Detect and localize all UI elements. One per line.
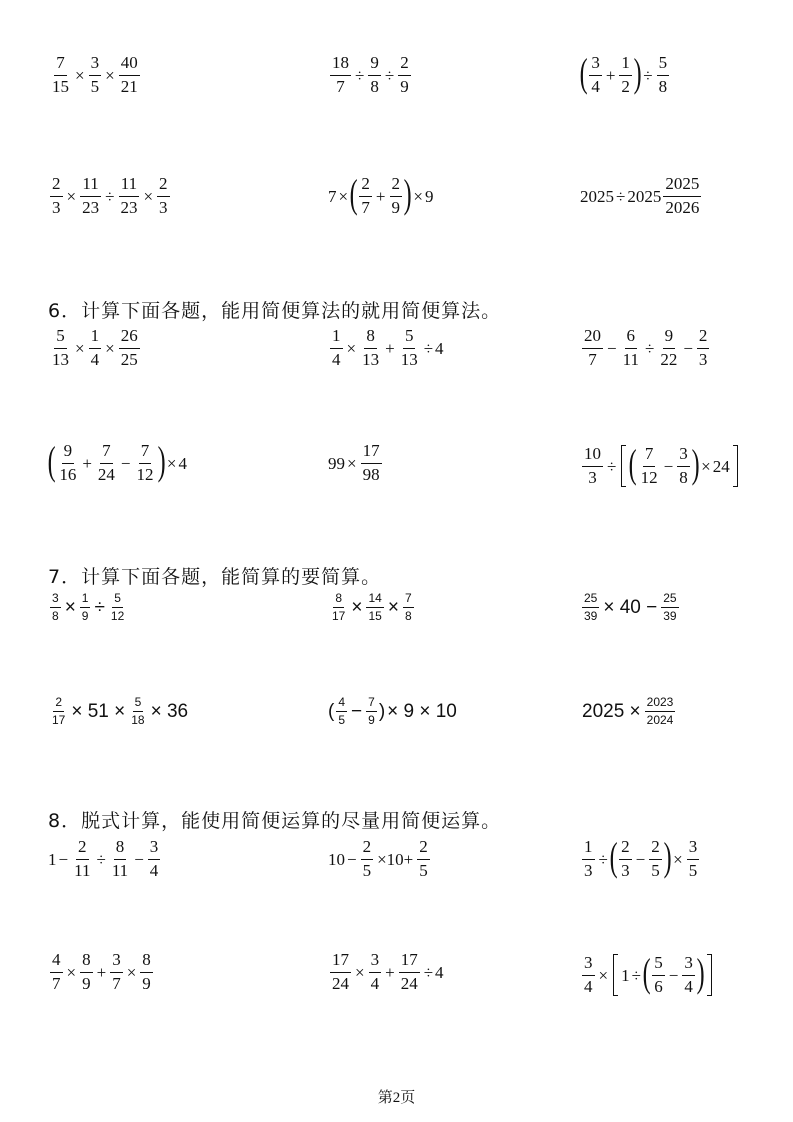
fraction: $\frac{3}{5}$ — [688, 837, 698, 880]
s6-expression-r1-a: $\frac{5}{13}$ × $\frac{1}{4}$ × $\frac{26}{25}$ — [52, 326, 138, 369]
fraction: $\frac{2}{5}$ — [651, 837, 660, 880]
fraction: $\frac{1}{4}$ — [332, 326, 341, 369]
section-8-title: 8．脱式计算，能使用简便运算的尽量用简便运算。 — [48, 810, 502, 832]
right-paren: ) — [691, 441, 700, 487]
fraction: $\frac{4}{7}$ — [52, 950, 61, 993]
fraction: $\frac{8}{9}$ — [82, 950, 91, 993]
fraction: $\frac{5}{13}$ — [400, 326, 418, 369]
fraction: $\frac{8}{9}$ — [142, 950, 151, 993]
s8-expression-r2-c: $\frac{3}{4}$ × 1 ÷ ( $\frac{5}{6}$ − $\frac{3}{4}$ ) — [580, 951, 715, 999]
s8-expression-r1-b: 10 − $\frac{2}{5}$ ×10+ $\frac{2}{5}$ — [328, 837, 428, 880]
expression-r1-a: $\frac{7}{15}$ × $\frac{3}{5}$ × $\frac{40}{21}$ — [52, 53, 138, 96]
left-paren: ( — [328, 701, 335, 723]
fraction: $\frac{2}{9}$ — [400, 53, 409, 96]
fraction: $\frac{7}{12}$ — [136, 441, 154, 484]
s7-expression-r1-b: $\frac{8}{17}$ × $\frac{14}{15}$ × $\frac{7}{8}$ — [332, 591, 412, 624]
expression-r2-a: $\frac{2}{3}$ × $\frac{11}{23}$ ÷ $\frac{11}{23}$ × $\frac{2}{3}$ — [52, 174, 168, 217]
s8-expression-r1-c: $\frac{1}{3}$ ÷ ( $\frac{2}{3}$ − $\frac{2}{5}$ ) × $\frac{3}{5}$ — [584, 834, 698, 880]
fraction: $\frac{2025}{2026}$ — [665, 174, 700, 217]
fraction: $\frac{7}{24}$ — [97, 441, 115, 484]
right-paren: ) — [663, 834, 672, 880]
fraction: $\frac{8}{17}$ — [332, 591, 346, 624]
fraction: $\frac{26}{25}$ — [120, 326, 138, 369]
fraction: $\frac{17}{98}$ — [362, 441, 380, 484]
page-number: 第2页 — [377, 1090, 416, 1106]
bracket-group: 1 ÷ ( $\frac{5}{6}$ − $\frac{3}{4}$ ) — [610, 951, 715, 999]
fraction: $\frac{2}{3}$ — [621, 837, 630, 880]
fraction: $\frac{5}{18}$ — [131, 695, 145, 728]
s6-expression-r2-a: ( $\frac{9}{16}$ + $\frac{7}{24}$ − $\frac{7}{12}$ ) × 4 — [47, 438, 187, 484]
fraction: $\frac{1}{3}$ — [584, 837, 593, 880]
fraction: $\frac{2}{7}$ — [361, 174, 370, 217]
s8-expression-r2-a: $\frac{4}{7}$ × $\frac{8}{9}$ + $\frac{3}{7}$ × $\frac{8}{9}$ — [52, 950, 151, 993]
fraction: $\frac{3}{4}$ — [584, 953, 593, 996]
s7-expression-r1-c: $\frac{25}{39}$ × 40 − $\frac{25}{39}$ — [584, 591, 677, 624]
bracket-group: ( $\frac{7}{12}$ − $\frac{3}{8}$ ) × 24 — [618, 442, 740, 490]
s7-expression-r2-b: ( $\frac{4}{5}$ − $\frac{7}{9}$ ) × 9 × 10 — [328, 695, 457, 728]
right-bracket — [707, 954, 712, 996]
fraction: $\frac{17}{24}$ — [400, 950, 418, 993]
section-6-title: 6．计算下面各题，能用简便算法的就用简便算法。 — [48, 300, 502, 322]
fraction: $\frac{2}{3}$ — [52, 174, 61, 217]
fraction: $\frac{18}{7}$ — [332, 53, 349, 96]
right-paren: ) — [696, 950, 705, 996]
fraction: $\frac{2}{17}$ — [52, 695, 66, 728]
fraction: $\frac{10}{3}$ — [584, 444, 601, 487]
fraction: $\frac{3}{4}$ — [591, 53, 600, 96]
fraction: $\frac{2}{3}$ — [159, 174, 168, 217]
fraction: $\frac{20}{7}$ — [584, 326, 601, 369]
fraction: $\frac{7}{8}$ — [404, 591, 412, 624]
fraction: $\frac{40}{21}$ — [120, 53, 138, 96]
left-paren: ( — [579, 50, 588, 96]
fraction: $\frac{11}{23}$ — [120, 174, 138, 217]
fraction: $\frac{2}{5}$ — [362, 837, 372, 880]
fraction: $\frac{3}{4}$ — [684, 953, 693, 996]
fraction: $\frac{5}{8}$ — [658, 53, 668, 96]
expression-r2-c: 2025 ÷ 2025 $\frac{2025}{2026}$ — [580, 174, 700, 217]
expression-r2-b: 7 × ( $\frac{2}{7}$ + $\frac{2}{9}$ ) × 9 — [328, 171, 434, 217]
s6-expression-r2-b: 99 × $\frac{17}{98}$ — [328, 441, 380, 484]
s6-expression-r1-c: $\frac{20}{7}$ − $\frac{6}{11}$ ÷ $\frac{9}{22}$ − $\frac{2}{3}$ — [584, 326, 708, 369]
right-paren: ) — [403, 171, 412, 217]
fraction: $\frac{2}{9}$ — [391, 174, 401, 217]
fraction: $\frac{3}{7}$ — [112, 950, 121, 993]
fraction: $\frac{5}{6}$ — [654, 953, 663, 996]
fraction: $\frac{3}{4}$ — [149, 837, 159, 880]
expression-r1-b: $\frac{18}{7}$ ÷ $\frac{9}{8}$ ÷ $\frac{2}{9}$ — [332, 53, 409, 96]
left-bracket — [621, 445, 626, 487]
fraction: $\frac{9}{16}$ — [59, 441, 77, 484]
fraction: $\frac{8}{11}$ — [111, 837, 129, 880]
s7-expression-r2-a: $\frac{2}{17}$ × 51 × $\frac{5}{18}$ × 36 — [52, 695, 189, 728]
fraction: $\frac{3}{8}$ — [679, 444, 688, 487]
fraction: $\frac{11}{23}$ — [82, 174, 100, 217]
right-paren: ) — [157, 438, 166, 484]
right-bracket — [733, 445, 738, 487]
fraction: $\frac{9}{22}$ — [660, 326, 678, 369]
s8-expression-r2-b: $\frac{17}{24}$ × $\frac{3}{4}$ + $\frac{17}{24}$ ÷ 4 — [332, 950, 444, 993]
s7-expression-r2-c: 2025 × $\frac{2023}{2024}$ — [582, 695, 674, 728]
right-paren: ) — [378, 701, 386, 723]
left-paren: ( — [629, 441, 638, 487]
left-paren: ( — [47, 438, 56, 484]
fraction: $\frac{7}{12}$ — [640, 444, 658, 487]
fraction: $\frac{5}{13}$ — [52, 326, 69, 369]
left-paren: ( — [609, 834, 618, 880]
fraction: $\frac{25}{39}$ — [584, 591, 598, 624]
fraction: $\frac{5}{12}$ — [110, 591, 125, 624]
section-7-title: 7．计算下面各题，能简算的要简算。 — [48, 566, 382, 588]
fraction: $\frac{25}{39}$ — [663, 591, 677, 624]
fraction: $\frac{4}{5}$ — [338, 695, 346, 728]
left-bracket — [613, 954, 618, 996]
right-paren: ) — [633, 50, 642, 96]
fraction: $\frac{1}{4}$ — [90, 326, 100, 369]
s7-expression-r1-a: $\frac{3}{8}$ × $\frac{1}{9}$ ÷ $\frac{5}{12}$ — [52, 591, 125, 624]
s6-expression-r1-b: $\frac{1}{4}$ × $\frac{8}{13}$ + $\frac{5}{13}$ ÷ 4 — [332, 326, 444, 369]
fraction: $\frac{3}{8}$ — [52, 591, 59, 624]
fraction: $\frac{9}{8}$ — [370, 53, 379, 96]
fraction: $\frac{3}{4}$ — [370, 950, 380, 993]
fraction: $\frac{8}{13}$ — [362, 326, 380, 369]
fraction: $\frac{7}{15}$ — [52, 53, 69, 96]
fraction: $\frac{1}{2}$ — [621, 53, 630, 96]
fraction: $\frac{2023}{2024}$ — [646, 695, 674, 728]
fraction: $\frac{14}{15}$ — [368, 591, 382, 624]
fraction: $\frac{3}{5}$ — [90, 53, 100, 96]
s8-expression-r1-a: 1 − $\frac{2}{11}$ ÷ $\frac{8}{11}$ − $\frac{3}{4}$ — [48, 837, 159, 880]
fraction: $\frac{2}{3}$ — [698, 326, 708, 369]
s6-expression-r2-c: $\frac{10}{3}$ ÷ ( $\frac{7}{12}$ − $\frac{3}{8}$ ) × 24 — [580, 442, 741, 490]
left-paren: ( — [349, 171, 358, 217]
expression-r1-c: ( $\frac{3}{4}$ + $\frac{1}{2}$ ) ÷ $\frac{5}{8}$ — [579, 50, 668, 96]
fraction: $\frac{7}{9}$ — [368, 695, 375, 728]
fraction: $\frac{2}{5}$ — [419, 837, 428, 880]
fraction: $\frac{17}{24}$ — [332, 950, 349, 993]
fraction: $\frac{1}{9}$ — [81, 591, 89, 624]
left-paren: ( — [642, 950, 651, 996]
fraction: $\frac{2}{11}$ — [74, 837, 91, 880]
fraction: $\frac{6}{11}$ — [622, 326, 639, 369]
